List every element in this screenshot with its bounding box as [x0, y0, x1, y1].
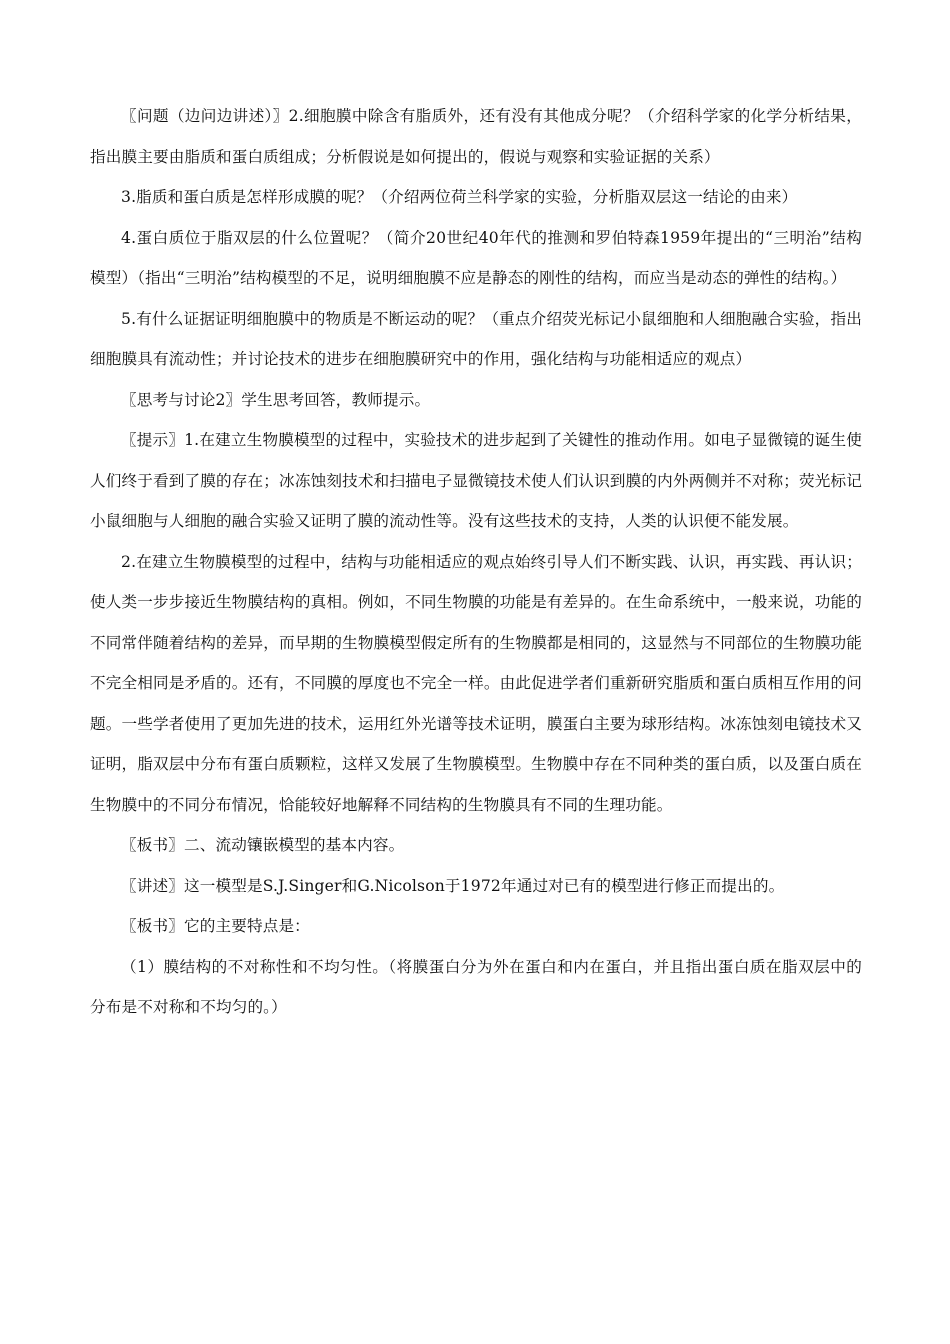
paragraph-lecture: 〖讲述〗这一模型是S.J.Singer和G.Nicolson于1972年通过对已有的模型进行修正而提出的。 — [121, 876, 785, 895]
paragraph-question-5: 5.有什么证据证明细胞膜中的物质是不断运动的呢？（重点介绍荧光标记小鼠细胞和人细胞融合实验，指出细胞膜具有流动性；并讨论技术的进步在细胞膜研究中的作用，强化结构与功能相适应的观点） — [90, 309, 862, 368]
paragraph-board-heading: 〖板书〗二、流动镶嵌模型的基本内容。 — [121, 836, 405, 854]
paragraph-question-4: 4.蛋白质位于脂双层的什么位置呢？（简介20世纪40年代的推测和罗伯特森1959年提出的“三明治”结构模型）（指出“三明治”结构模型的不足，说明细胞膜不应是静态的刚性的结构，而应当是动态的弹性的结构。） — [90, 228, 862, 287]
paragraph-hint-2: 2.在建立生物膜模型的过程中，结构与功能相适应的观点始终引导人们不断实践、认识，再实践、再认识；使人类一步步接近生物膜结构的真相。例如，不同生物膜的功能是有差异的。在生命系统中，一般来说，功能的不同常伴随着结构的差异，而早期的生物膜模型假定所有的生物膜都是相同的，这显然与不同部位的生物膜功能不完全相同是矛盾的。还有，不同膜的厚度也不完全一样。由此促进学者们重新研究脂质和蛋白质相互作用的问题。一些学者使用了更加先进的技术，运用红外光谱等技术证明，膜蛋白主要为球形结构。冰冻蚀刻电镜技术又证明，脂双层中分布有蛋白质颗粒，这样又发展了生物膜模型。生物膜中存在不同种类的蛋白质，以及蛋白质在生物膜中的不同分布情况，恰能较好地解释不同结构的生物膜具有不同的生理功能。 — [90, 552, 862, 814]
paragraph-feature-1: （1）膜结构的不对称性和不均匀性。（将膜蛋白分为外在蛋白和内在蛋白，并且指出蛋白质在脂双层中的分布是不对称和不均匀的。） — [90, 957, 862, 1016]
paragraph-question-3: 3.脂质和蛋白质是怎样形成膜的呢？（介绍两位荷兰科学家的实验，分析脂双层这一结论的由来） — [121, 188, 798, 206]
document-body — [90, 96, 862, 1028]
paragraph-hint-1: 〖提示〗1.在建立生物膜模型的过程中，实验技术的进步起到了关键性的推动作用。如电子显微镜的诞生使人们终于看到了膜的存在；冰冻蚀刻技术和扫描电子显微镜技术使人们认识到膜的内外两侧并不对称；荧光标记小鼠细胞与人细胞的融合实验又证明了膜的流动性等。没有这些技术的支持，人类的认识便不能发展。 — [90, 431, 862, 530]
paragraph-board-features: 〖板书〗它的主要特点是： — [121, 917, 310, 935]
paragraph-question-2: 〖问题（边问边讲述）〗2.细胞膜中除含有脂质外，还有没有其他成分呢？（介绍科学家的化学分析结果，指出膜主要由脂质和蛋白质组成；分析假说是如何提出的，假说与观察和实验证据的关系） — [90, 107, 862, 166]
paragraph-discussion-2: 〖思考与讨论2〗学生思考回答，教师提示。 — [121, 390, 431, 409]
